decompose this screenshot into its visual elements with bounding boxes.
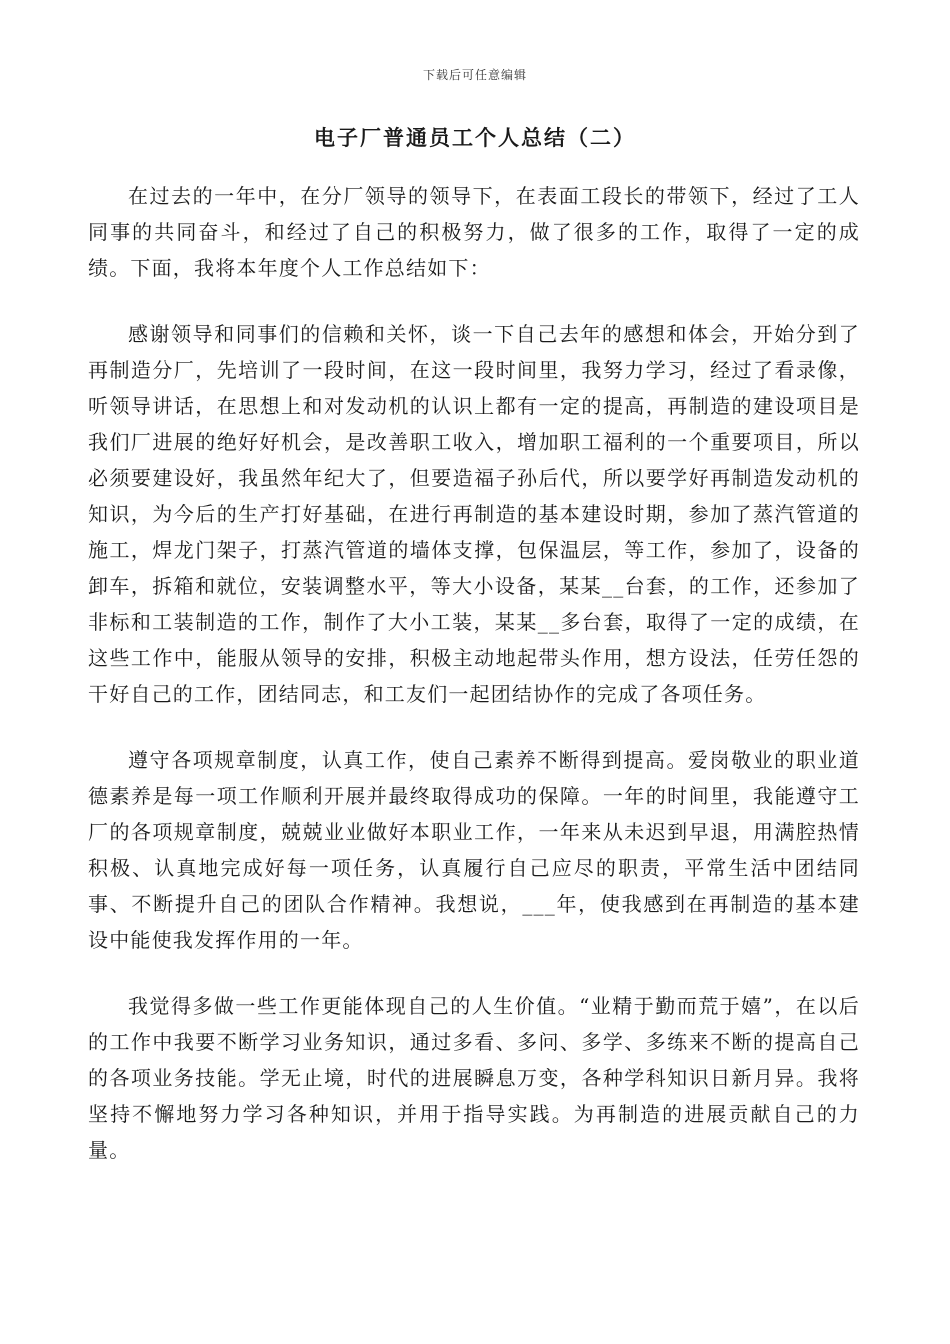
- paragraph-discipline: 遵守各项规章制度，认真工作，使自己素养不断得到提高。爱岗敬业的职业道德素养是每一项工作顺利开展并最终取得成功的保障。一年的时间里，我能遵守工厂的各项规章制度，兢兢业业做好本职业工作，一年来从未迟到早退，用满腔热情积极、认真地完成好每一项任务，认真履行自己应尽的职责，平常生活中团结同事、不断提升自己的团队合作精神。我想说，___年，使我感到在再制造的基本建设中能使我发挥作用的一年。: [88, 748, 860, 952]
- document-body: [88, 178, 860, 1198]
- paragraph-intro: 在过去的一年中，在分厂领导的领导下，在表面工段长的带领下，经过了工人同事的共同奋斗，和经过了自己的积极努力，做了很多的工作，取得了一定的成绩。下面，我将本年度个人工作总结如下：: [88, 184, 860, 280]
- document-title: 电子厂普通员工个人总结（二）: [314, 125, 636, 150]
- paragraph-outlook: 我觉得多做一些工作更能体现自己的人生价值。“业精于勤而荒于嬉”，在以后的工作中我要不断学习业务知识，通过多看、多问、多学、多练来不断的提高自己的各项业务技能。学无止境，时代的进展瞬息万变，各种学科知识日新月异。我将坚持不懈地努力学习各种知识，并用于指导实践。为再制造的进展贡献自己的力量。: [88, 994, 860, 1162]
- header-note: 下载后可任意编辑: [422, 68, 527, 82]
- paragraph-work-experience: 感谢领导和同事们的信赖和关怀，谈一下自己去年的感想和体会，开始分到了再制造分厂，先培训了一段时间，在这一段时间里，我努力学习，经过了看录像，听领导讲话，在思想上和对发动机的认识上都有一定的提高，再制造的建设项目是我们厂进展的绝好好机会，是改善职工收入，增加职工福利的一个重要项目，所以必须要建设好，我虽然年纪大了，但要造福子孙后代，所以要学好再制造发动机的知识，为今后的生产打好基础，在进行再制造的基本建设时期，参加了蒸汽管道的施工，焊龙门架子，打蒸汽管道的墙体支撑，包保温层，等工作，参加了，设备的卸车，拆箱和就位，安装调整水平，等大小设备，某某__台套，的工作，还参加了非标和工装制造的工作，制作了大小工装，某某__多台套，取得了一定的成绩，在这些工作中，能服从领导的安排，积极主动地起带头作用，想方设法，任劳任怨的干好自己的工作，团结同志，和工友们一起团结协作的完成了各项任务。: [88, 322, 860, 706]
